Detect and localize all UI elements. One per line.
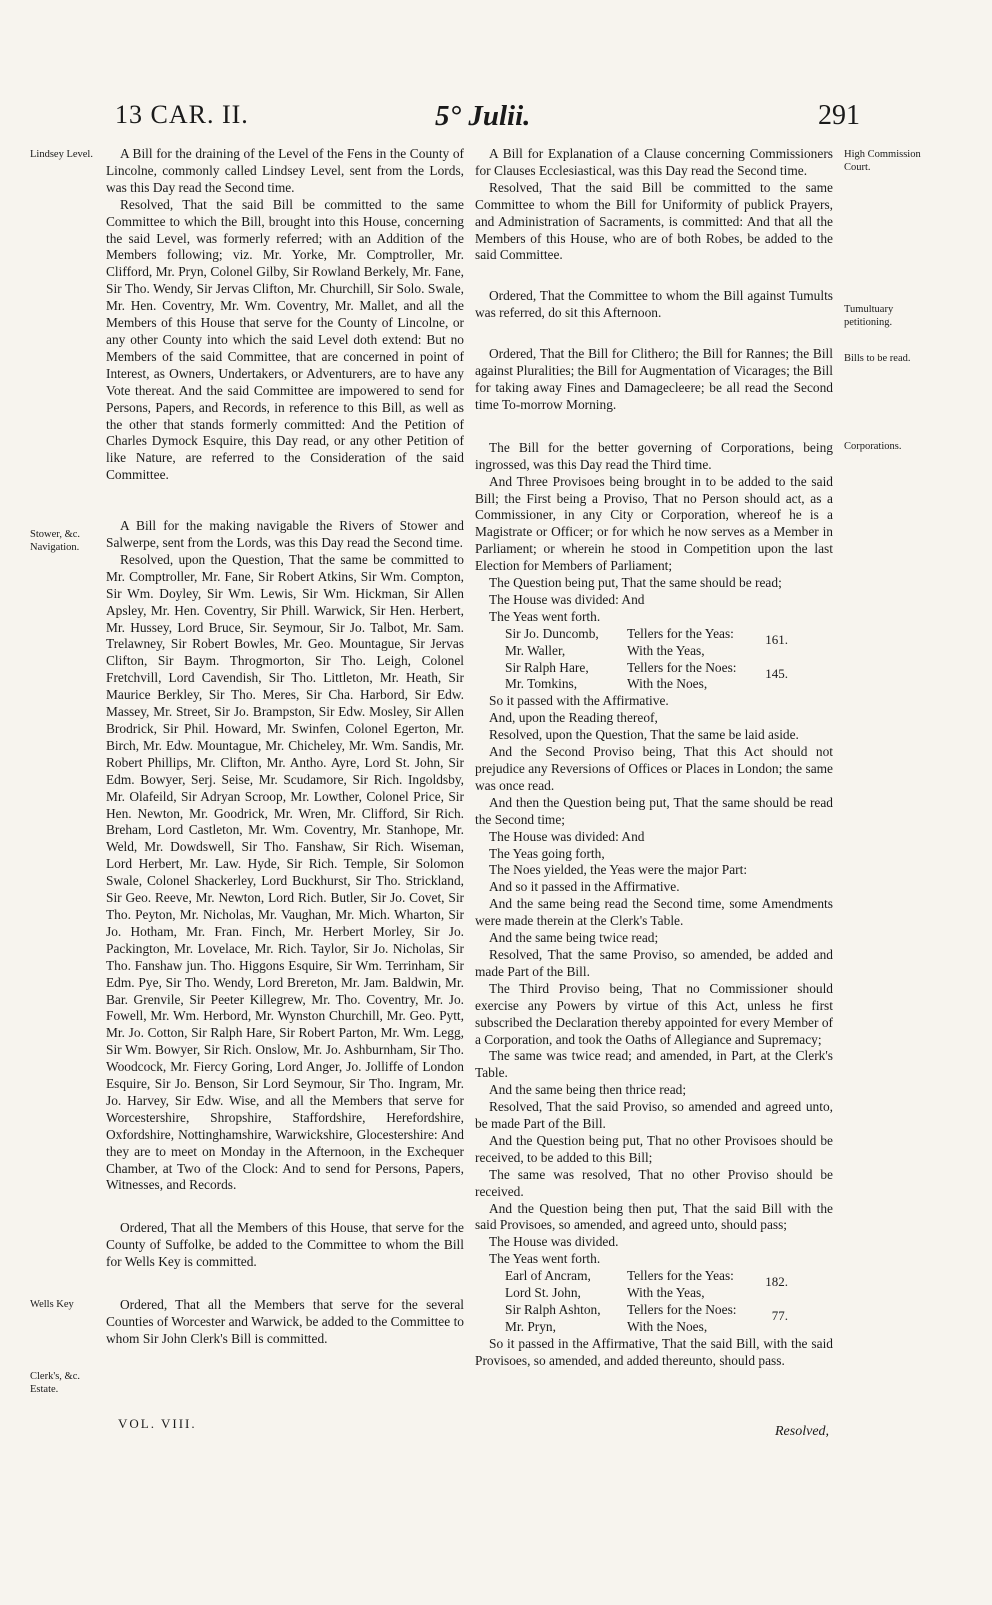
- paragraph: And so it passed in the Affirmative.: [489, 879, 680, 895]
- paragraph: And the same being then thrice read;: [489, 1082, 687, 1098]
- margin-note-lindsey: Lindsey Level.: [30, 149, 93, 160]
- noes-count: 77.: [771, 1308, 788, 1324]
- paragraph: The House was divided.: [489, 1234, 619, 1250]
- paragraph: A Bill for the making navigable the Rivers of Stower and Salwerpe, sent from the Lords, was this Day read the Second time.: [106, 518, 464, 551]
- tellers-table: [505, 626, 833, 694]
- paragraph: And then the Question being put, That the same should be read the Second time;: [475, 794, 833, 827]
- paragraph: And the same being twice read;: [489, 930, 659, 946]
- paragraph: And the Question being then put, That the said Bill with the said Provisoes, so amended, and agreed unto, should pass;: [475, 1200, 833, 1233]
- paragraph: Ordered, That the Bill for Clithero; the Bill for Rannes; the Bill against Pluralities; the Bill for Augmentation of Vicarages; the Bill for taking away Fines and Damagecleere; be all read the Second time To-morrow Morning.: [475, 346, 833, 412]
- paragraph: The House was divided: And: [489, 591, 645, 607]
- margin-note-wells: Wells Key: [30, 1299, 74, 1310]
- regnal-year: 13 CAR. II.: [115, 100, 249, 129]
- paragraph: Resolved, That the said Bill be committed to the same Committee to which the Bill, brought into this House, concerning the said Level, was formerly referred; with an Addition of the Members following; viz. Mr. Yorke, Mr. Comptroller, Mr. Clifford, Mr. Pryn, Colonel Gilby, Sir Rowland Berkely, Mr. Fane, Sir Tho. Wendy, Sir Jervas Clifton, Mr. Churchill, Sir Solo. Swale, Mr. Hen. Coventry, Mr. Wm. Coventry, Mr. Mallet, and all the Members of this House that serve for the County of Lincolne, or any other County into which the said Level doth extend: But no Members of the said Committee, that are concerned in point of Interest, as Owners, Undertakers, or Adventurers, are to have any Vote thereat. And the said Committee are impowered to send for Persons, Papers, and Records, in reference to this Bill, as well as the other that stands formerly committed: And the Petition of Charles Dymock Esquire, this Day read, or any other Petition of like Nature, are referred to the Consideration of the said Committee.: [106, 196, 464, 483]
- margin-note-corporations: Corporations.: [844, 441, 902, 452]
- teller-role: With the Yeas,: [627, 642, 705, 658]
- paragraph: Ordered, That all the Members that serve for the several Counties of Worcester and Warwick, be added to the Committee to whom Sir John Clerk's Bill is committed.: [106, 1297, 464, 1346]
- margin-note-tumult: Tumultuary petitioning.: [844, 304, 894, 328]
- paragraph: The Third Proviso being, That no Commissioner should exercise any Powers by virtue of this Act, unless he first subscribed the Declaration thereby appointed for every Member of a Corporation, and took the Oaths of Allegiance and Supremacy;: [475, 980, 833, 1047]
- margin-note-clerk: Clerk's, &c. Estate.: [30, 1371, 81, 1395]
- paragraph: The Yeas went forth.: [489, 608, 601, 624]
- paragraph: And the Question being put, That no other Provisoes should be received, to be added to this Bill;: [475, 1132, 833, 1165]
- date-heading: 5° Julii.: [435, 100, 531, 132]
- paragraph: And the same being read the Second time, some Amendments were made therein at the Clerk's Table.: [475, 896, 833, 929]
- teller-name: Mr. Tomkins,: [505, 676, 578, 692]
- paragraph: The Yeas went forth.: [489, 1251, 601, 1267]
- paragraph: The Question being put, That the same should be read;: [489, 575, 782, 591]
- teller-name: Sir Ralph Hare,: [505, 659, 589, 675]
- paragraph: And, upon the Reading thereof,: [489, 710, 658, 726]
- teller-name: Sir Jo. Duncomb,: [505, 625, 599, 641]
- teller-role: With the Noes,: [627, 1318, 708, 1334]
- paragraph: A Bill for the draining of the Level of the Fens in the County of Lincolne, commonly called Lindsey Level, sent from the Lords, was this Day read the Second time.: [106, 146, 464, 195]
- teller-role: With the Noes,: [627, 676, 708, 692]
- paragraph: So it passed in the Affirmative, That the said Bill, with the said Provisoes, so amended, and added thereunto, should pass.: [475, 1335, 833, 1368]
- margin-note-stower: Stower, &c. Navigation.: [30, 529, 81, 553]
- paragraph: And Three Provisoes being brought in to be added to the said Bill; the First being a Proviso, That no Person should act, as a Commissioner, in any City or Corporation, whereof he is a Magistrate or Officer; or for which he now serves as a Member in Parliament; or wherein he stood in Competition upon the last Election for Members of Parliament;: [475, 473, 833, 574]
- paragraph: Resolved, That the same Proviso, so amended, be added and made Part of the Bill.: [475, 946, 833, 979]
- paragraph: The same was resolved, That no other Proviso should be received.: [475, 1166, 833, 1199]
- page-number: 291: [818, 100, 860, 131]
- teller-name: Mr. Waller,: [505, 642, 566, 658]
- paragraph: Resolved, That the said Proviso, so amended and agreed unto, be made Part of the Bill.: [475, 1099, 833, 1132]
- margin-note-high-commission: High Commission Court.: [844, 149, 921, 173]
- right-column: [475, 146, 833, 1370]
- paragraph: Resolved, That the said Bill be committed to the same Committee to whom the Bill for Uniformity of publick Prayers, and Administration of Sacraments, is committed: And that all the Members of this House, who are of both Robes, be added to the said Committee.: [475, 179, 833, 263]
- paragraph: A Bill for Explanation of a Clause concerning Commissioners for Clauses Ecclesiastical, was this Day read the Second time.: [475, 146, 833, 178]
- teller-role: Tellers for the Yeas:: [627, 625, 734, 641]
- paragraph: Resolved, upon the Question, That the same be committed to Mr. Comptroller, Mr. Fane, Sir Robert Atkins, Sir Wm. Compton, Sir Wm. Doyley, Sir Wm. Lewis, Sir Wm. Hickman, Sir Allen Apsley, Mr. Hen. Coventry, Sir Phill. Warwick, Sir Hen. Herbert, Mr. Hussey, Lord Bruce, Sir. Seymour, Sir Jo. Talbot, Mr. Sam. Trelawney, Sir Robert Bowles, Mr. Geo. Mountague, Sir Jervas Clifton, Sir Baym. Throgmorton, Sir Tho. Leigh, Colonel Fretchvill, Lord Cavendish, Sir Tho. Littleton, Mr. Heath, Sir Maurice Berkley, Sir Tho. Meres, Sir Cha. Harbord, Sir Edw. Massey, Mr. Street, Sir Jo. Brampston, Sir Edw. Mosley, Sir Allen Brodrick, Sir Phil. Howard, Mr. Swinfen, Colonel Egerton, Mr. Birch, Mr. Edw. Mountague, Mr. Chicheley, Mr. Wm. Sandis, Mr. Robert Phillips, Mr. Clifton, Mr. Antho. Ayre, Lord St. John, Sir Edm. Bowyer, Serj. Seise, Mr. Scudamore, Sir Rich. Ingoldsby, Mr. Olafeild, Sir Adryan Scroop, Mr. Lowther, Colonel Price, Sir Hen. Newton, Mr. Goodrick, Mr. Wren, Mr. Clifford, Sir Rich. Breham, Lord Castleton, Mr. Wm. Coventry, Mr. Stanhope, Mr. Weld, Mr. Dowdswell, Sir Tho. Fanshaw, Sir Rich. Wiseman, Lord Herbert, Mr. Law. Hyde, Sir Rich. Temple, Sir Solomon Swale, Colonel Shackerley, Lord Buckhurst, Sir Tho. Strickland, Sir Geo. Reeve, Mr. Newton, Lord Rich. Butler, Sir Jo. Covet, Sir Tho. Peyton, Mr. Nicholas, Mr. Vaughan, Mr. Mich. Wharton, Sir Jo. Hotham, Mr. Fran. Finch, Mr. Herbert Morley, Sir Jo. Packington, Mr. Lovelace, Mr. Rich. Taylor, Sir Jo. Nicholas, Sir Tho. Fanshaw jun. Tho. Higgons Esquire, Sir Wm. Terrinham, Sir Edm. Pye, Sir Tho. Wendy, Lord Brereton, Mr. Jam. Baldwin, Mr. Bar. Grenvile, Sir Peeter Killegrew, Mr. Tho. Coventry, Mr. Jo. Fowell, Mr. Wm. Herbord, Mr. Wynston Churchill, Mr. Geo. Pytt, Mr. Jo. Cotton, Sir Ralph Hare, Sir Robert Parton, Mr. Wm. Legg, Sir Wm. Bowyer, Sir Rich. Onslow, Mr. Jo. Ashburnham, Sir Tho. Woodcock, Mr. Fiercy Goring, Lord Anger, Jo. Jolliffe of London Esquire, Sir Jo. Benson, Sir Lord Seymour, Sir Tho. Ingram, Mr. Jo. Harvey, Sir Edw. Wise, and all the Members that serve for Worcestershire, Shropshire, Staffordshire, Herefordshire, Oxfordshire, Nottinghamshire, Warwickshire, Glocestershire: And they are to meet on Monday in the Afternoon, in the Exchequer Chamber, at Two of the Clock: And to send for Persons, Papers, Witnesses, and Records.: [106, 551, 464, 1193]
- teller-role: Tellers for the Noes:: [627, 659, 737, 675]
- page-header: [115, 100, 860, 140]
- catchword: Resolved,: [775, 1424, 830, 1439]
- teller-role: Tellers for the Yeas:: [627, 1268, 734, 1284]
- teller-name: Sir Ralph Ashton,: [505, 1302, 601, 1317]
- teller-role: Tellers for the Noes:: [627, 1302, 737, 1317]
- margin-note-bills: Bills to be read.: [844, 353, 911, 364]
- paragraph: Ordered, That the Committee to whom the Bill against Tumults was referred, do sit this Afternoon.: [475, 288, 833, 321]
- paragraph: So it passed with the Affirmative.: [489, 693, 669, 709]
- paragraph: Resolved, upon the Question, That the same be laid aside.: [489, 727, 799, 743]
- paragraph: And the Second Proviso being, That this Act should not prejudice any Reversions of Offices or Places in London; the same was once read.: [475, 744, 833, 793]
- paragraph: The Bill for the better governing of Corporations, being ingrossed, was this Day read the Third time.: [475, 439, 833, 472]
- noes-count: 145.: [765, 665, 788, 681]
- yeas-count: 182.: [765, 1274, 788, 1290]
- tellers-table: [505, 1268, 833, 1336]
- paragraph: The House was divided: And: [489, 828, 645, 844]
- volume-mark: VOL. VIII.: [118, 1416, 197, 1431]
- paragraph: Ordered, That all the Members of this House, that serve for the County of Suffolke, be added to the Committee to whom the Bill for Wells Key is committed.: [106, 1220, 464, 1270]
- paragraph: The Yeas going forth,: [489, 845, 605, 861]
- teller-name: Earl of Ancram,: [505, 1268, 591, 1284]
- teller-name: Mr. Pryn,: [505, 1318, 556, 1334]
- teller-name: Lord St. John,: [505, 1285, 581, 1301]
- paragraph: The Noes yielded, the Yeas were the major Part:: [489, 862, 748, 878]
- left-column: [106, 146, 464, 1348]
- yeas-count: 161.: [765, 631, 788, 647]
- teller-role: With the Yeas,: [627, 1285, 705, 1301]
- paragraph: The same was twice read; and amended, in Part, at the Clerk's Table.: [475, 1048, 833, 1081]
